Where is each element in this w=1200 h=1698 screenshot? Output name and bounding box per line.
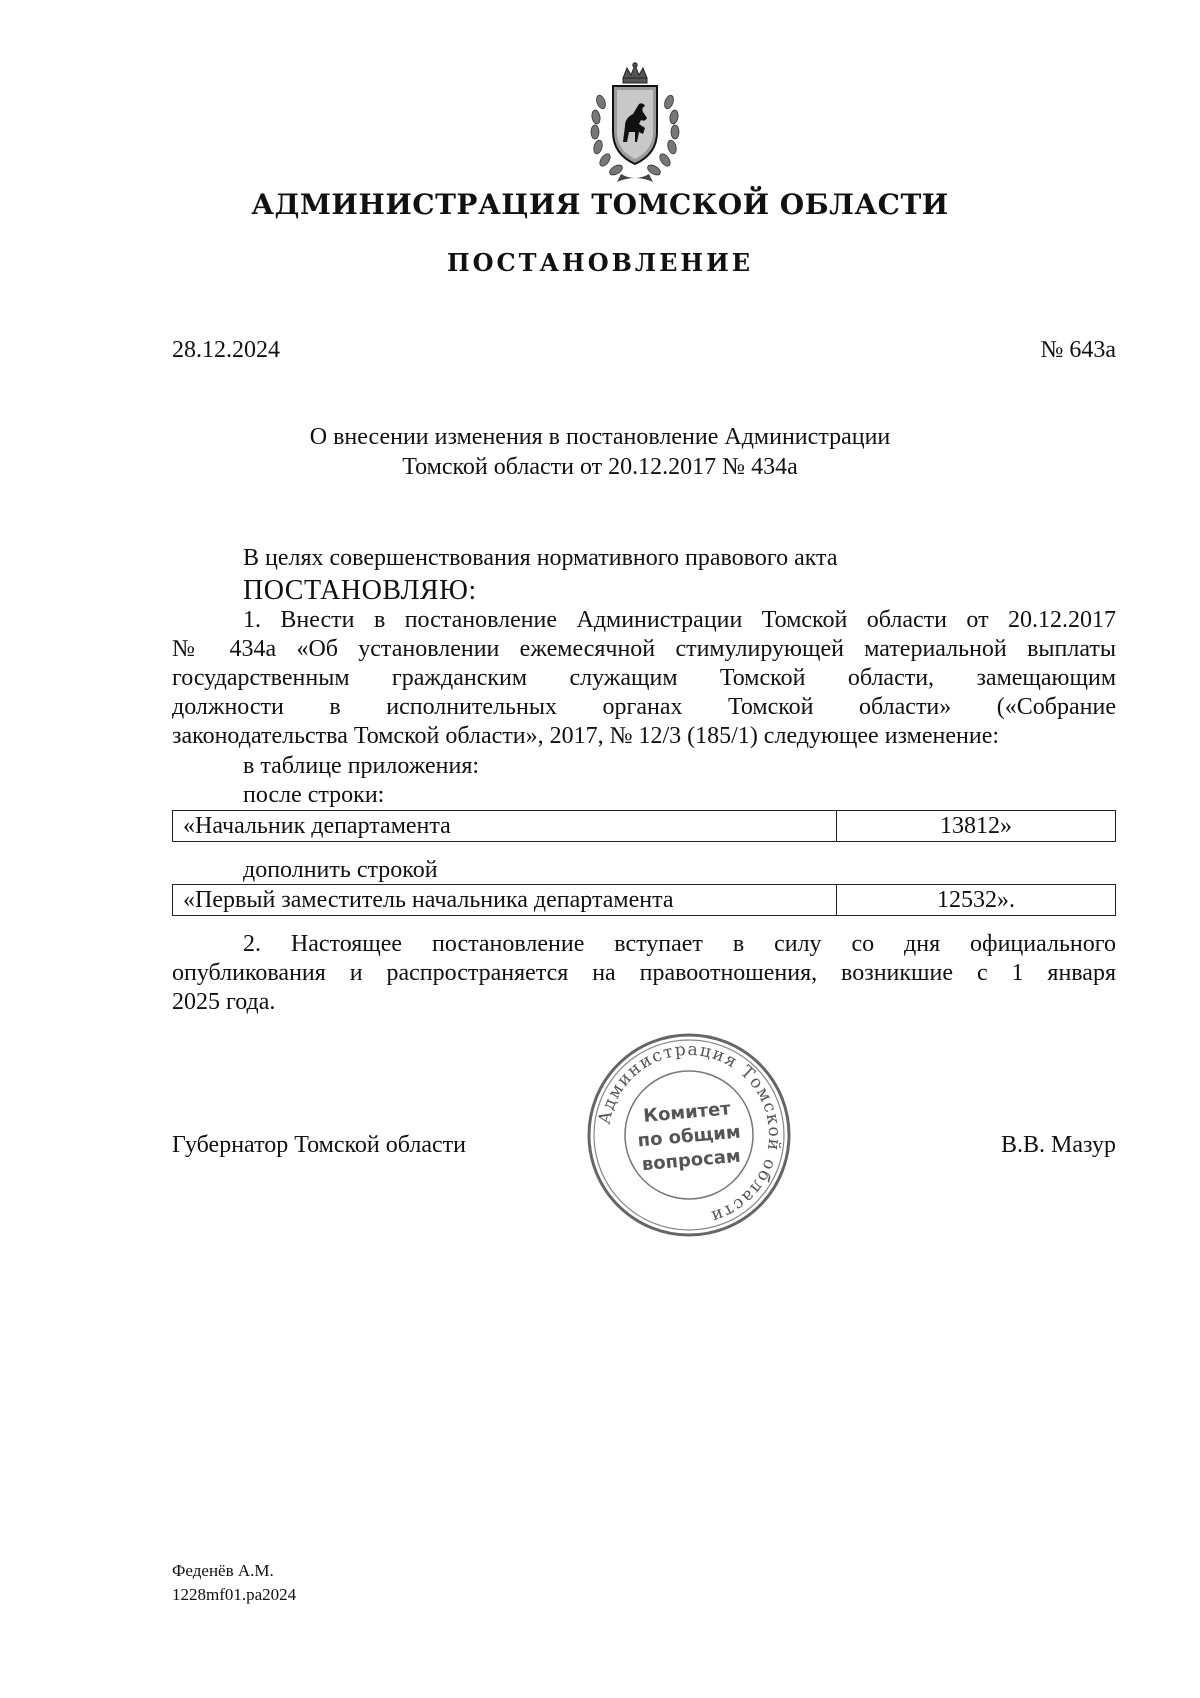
amount-cell: 13812» — [837, 811, 1116, 842]
subject-line: Томской области от 20.12.2017 № 434а — [402, 454, 798, 480]
stamp-outer-text: Администрация Томской области — [594, 1039, 785, 1227]
stamp-inner-text: по общим — [636, 1121, 742, 1152]
item-1-paragraph — [172, 606, 1116, 751]
document-date: 28.12.2024 — [172, 337, 280, 363]
position-name-cell: «Начальник департамента — [173, 811, 837, 842]
purpose-text: В целях совершенствования нормативного правового акта — [243, 545, 838, 571]
add-row-text: дополнить строкой — [243, 857, 438, 883]
document-type-heading: ПОСТАНОВЛЕНИЕ — [446, 248, 754, 277]
stamp-inner-text: вопросам — [641, 1145, 742, 1176]
paragraph-line: опубликования и распространяется на правоотношения, возникшие с 1 января — [172, 960, 1116, 986]
signer-name: В.В. Мазур — [1001, 1132, 1116, 1158]
official-stamp — [584, 1030, 794, 1240]
paragraph-line: законодательства Томской области», 2017, № 12/3 (185/1) следующее изменение: — [172, 723, 1000, 749]
signer-title: Губернатор Томской области — [172, 1132, 466, 1158]
amount-cell: 12532». — [837, 885, 1116, 916]
paragraph-line: № 434а «Об установлении ежемесячной стимулирующей материальной выплаты — [172, 636, 1116, 662]
file-code: 1228mf01.pa2024 — [172, 1585, 297, 1604]
table-row — [173, 885, 1116, 916]
paragraph-line: государственным гражданским служащим Томской области, замещающим — [172, 665, 1116, 691]
coat-of-arms-icon — [583, 62, 687, 184]
table-row — [173, 811, 1116, 842]
executor-name: Феденёв А.М. — [172, 1561, 274, 1580]
paragraph-line: должности в исполнительных органах Томской области» («Собрание — [172, 694, 1116, 720]
subject-line: О внесении изменения в постановление Администрации — [309, 424, 891, 450]
paragraph-line: 1. Внести в постановление Администрации Томской области от 20.12.2017 — [243, 607, 1116, 633]
paragraph-line: 2025 года. — [172, 989, 276, 1015]
item-2-paragraph — [172, 930, 1116, 1017]
document-subject — [0, 422, 1200, 482]
in-table-text: в таблице приложения: — [243, 753, 480, 779]
stamp-inner-text: Комитет — [642, 1098, 732, 1127]
decree-word: ПОСТАНОВЛЯЮ: — [243, 575, 477, 606]
existing-row-table — [172, 810, 1116, 842]
document-number: № 643а — [1040, 337, 1116, 363]
organization-title: АДМИНИСТРАЦИЯ ТОМСКОЙ ОБЛАСТИ — [251, 188, 949, 221]
paragraph-line: 2. Настоящее постановление вступает в силу со дня официального — [243, 931, 1116, 957]
new-row-table — [172, 884, 1116, 916]
position-name-cell: «Первый заместитель начальника департамента — [173, 885, 837, 916]
after-row-text: после строки: — [243, 782, 385, 808]
